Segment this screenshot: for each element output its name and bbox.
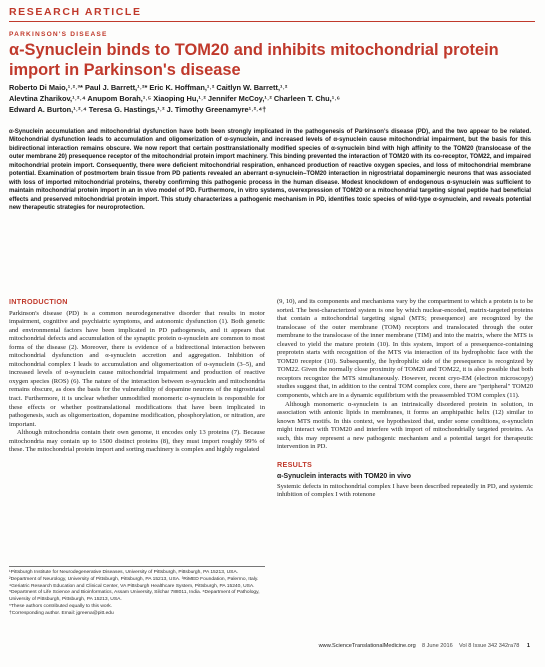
affiliations-text: ¹Pittsburgh Institute for Neurodegenerative Diseases, University of Pittsburgh, Pittsburgh, PA 15213, USA. ²Department of Neurology, University of Pittsburgh, Pittsburgh, PA 15213, USA. ³RiMED Foundation, Palermo, Italy. ⁴Geriatric Research Education and Clinical Center, VA Pittsburgh Healthcare System, Pittsburgh, PA 15240, USA. ⁵Department of Life Science and Bioinformatics, Assam University, Silchar 788011, India. ⁶Department of Pathology, University of Pittsburgh, Pittsburgh, PA 15213, USA. <box>9 570 260 603</box>
abstract: α-Synuclein accumulation and mitochondrial dysfunction have both been strongly implicated in the pathogenesis of Parkinson's disease (PD), and the two appear to be related. Mitochondrial dysfunction leads to accumulation and oligomerization of α-synuclein, and increased levels of α-synuclein cause mitochondrial impairment, but the basis for this bidirectional interaction remains obscure. We now report that certain posttranslationally modified species of α-synuclein bind with high affinity to the TOM20 (translocase of the outer membrane 20) presequence receptor of the mitochondrial protein import machinery. This binding prevented the interaction of TOM20 with its co-receptor, TOM22, and impaired mitochondrial protein import. Consequently, there were deficient mitochondrial respiration, enhanced production of reactive oxygen species, and loss of mitochondrial membrane potential. Examination of postmortem brain tissue from PD patients revealed an aberrant α-synuclein–TOM20 interaction in nigrostriatal dopaminergic neurons that was associated with loss of imported mitochondrial proteins, thereby confirming this pathogenic process in the human disease. Modest knockdown of endogenous α-synuclein was sufficient to maintain mitochondrial protein import in an in vivo model of PD. Furthermore, in vitro systems, overexpression of TOM20 or a mitochondrial targeting signal peptide had beneficial effects and preserved mitochondrial protein import. This study characterizes a pathogenic mechanism in PD, identifies toxic species of wild-type α-synuclein, and reveals potential new therapeutic strategies for neuroprotection. <box>9 129 531 212</box>
results-heading: RESULTS <box>277 459 313 469</box>
author-list <box>9 82 529 116</box>
page-number: 1 <box>526 643 530 649</box>
body-paragraph: Parkinson's disease (PD) is a common neurodegenerative disorder that results in motor impairment, cognitive and psychiatric symptoms, and autonomic dysfunction (1). Both genetic and environmental factors have been implicated in PD pathogenesis, and it appears that mitochondrial defects and accumulation of the synaptic protein α-synuclein are common to most forms of the disease (2). Moreover, there is evidence of a bidirectional interaction between mitochondrial dysfunction and α-synuclein accretion and aggregation. Inhibition of mitochondrial complex I leads to accumulation and oligomerization of α-synuclein (3–5), and increased levels of α-synuclein cause mitochondrial impairment and production of reactive oxygen species (ROS) (6). The nature of the interaction between α-synuclein and mitochondria remains obscure, as does the basis for the vulnerability of dopamine neurons of the nigrostriatal tract. Furthermore, it is unclear whether unmodified monomeric α-synuclein is responsible for these effects or whether posttranslational modifications that have been implicated in pathogenesis, such as oligomerization, dopamine modification, phosphorylation, or nitration, are important. <box>9 309 265 428</box>
left-column <box>9 298 265 455</box>
volume-info: Vol 8 Issue 342 342ra78 <box>458 643 520 649</box>
right-column <box>277 298 533 500</box>
equal-contribution-note: *These authors contributed equally to this work. <box>9 603 113 609</box>
corresponding-author-note: †Corresponding author. Email: jgreena@pitt.edu <box>9 610 114 616</box>
author-line: Edward A. Burton,¹˒²˒⁴ Teresa G. Hastings,¹˒² J. Timothy Greenamyre¹˒²˒⁴† <box>9 105 267 115</box>
body-paragraph: (9, 10), and its components and mechanisms vary by the compartment to which a protein is to be sorted. The best-characterized system is one by which nuclear-encoded, matrix-targeted proteins that contain a mitochondrial targeting signal (MTS; presequence) are recognized by the translocase of the outer membrane (TOM) receptors and translocated through the outer membrane to the translocase of the inner membrane (TIM) and into the matrix, where the MTS is cleaved to yield the mature protein (10). In this system, import of a presequence-containing preprotein starts with recognition of the MTS via interaction of its hydrophobic face with the TOM20 receptor (10). Subsequently, the hydrophilic side of the presequence is recognized by TOM22. Given the normally close proximity of TOM20 and TOM22, it is also possible that both receptors recognize the MTS simultaneously. However, recent cryo-EM (electron microscopy) studies suggest that, in addition to the central TOM complex core, there are "peripheral" TOM20 components, which are in a dynamic equilibrium with the preassembled TOM complex (11). <box>277 298 533 400</box>
header-rule <box>9 21 535 22</box>
journal-url[interactable]: www.ScienceTranslationalMedicine.org <box>318 643 416 649</box>
affiliations-footnotes <box>9 566 265 618</box>
body-paragraph: Systemic defects in mitochondrial complex I have been described repeatedly in PD, and systemic inhibition of complex I with rotenone <box>277 482 533 499</box>
page-footer <box>250 643 530 649</box>
results-subheading: α-Synuclein interacts with TOM20 in vivo <box>277 473 411 481</box>
author-line: Alevtina Zharikov,¹˒²˒⁴ Anupom Borah,¹˒⁵ Xiaoping Hu,¹˒² Jennifer McCoy,¹˒² Charleen T. Chu,¹˒⁶ <box>9 94 341 104</box>
article-title: α-Synuclein binds to TOM20 and inhibits mitochondrial protein import in Parkinson's disease <box>9 41 499 79</box>
body-paragraph: Although mitochondria contain their own genome, it encodes only 13 proteins (7). Because mitochondria may contain up to 1500 distinct proteins (8), they must import roughly 99% of these. The mitochondrial protein import and sorting machinery is complex and highly regulated <box>9 429 265 454</box>
subject-kicker: PARKINSON'S DISEASE <box>9 31 108 38</box>
issue-date: 8 June 2016 <box>421 643 453 649</box>
author-line: Roberto Di Maio,¹˒²˒³* Paul J. Barrett,¹˒²* Eric K. Hoffman,¹˒² Caitlyn W. Barrett,¹˒² <box>9 83 288 92</box>
body-paragraph: Although monomeric α-synuclein is an intrinsically disordered protein in solution, in association with anionic lipids in membranes, it forms an amphipathic helix (12) similar to known MTS motifs. In this context, we hypothesized that, under some conditions, α-synuclein might interact with TOM20 and interfere with import of mitochondrially targeted proteins. As such, this may represent a new pathogenic mechanism and a potential target for therapeutic intervention in PD. <box>277 400 533 451</box>
introduction-heading: INTRODUCTION <box>9 297 68 306</box>
section-label: RESEARCH ARTICLE <box>9 6 142 18</box>
